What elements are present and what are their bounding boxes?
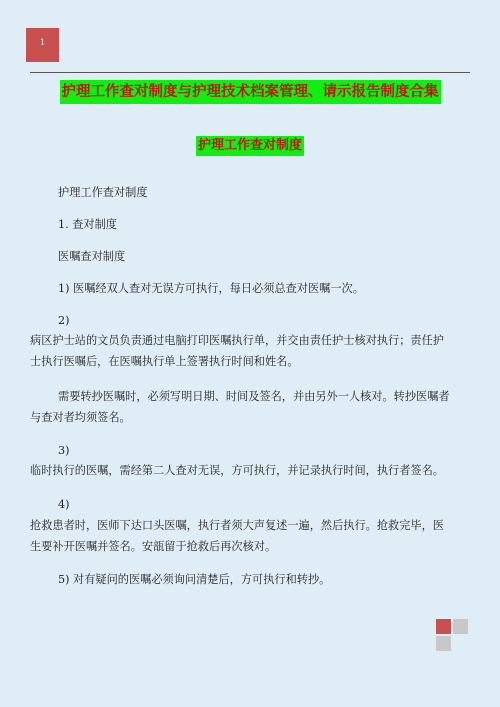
paragraph-rule-2-line-2: 士执行医嘱后，在医嘱执行单上签署执行时间和姓名。 bbox=[30, 355, 299, 368]
header-divider bbox=[30, 72, 470, 73]
corner-decoration-gray-square-bottom bbox=[436, 636, 451, 651]
paragraph-heading: 护理工作查对制度 bbox=[58, 186, 148, 199]
paragraph-rule-3-number: 3) bbox=[58, 444, 70, 457]
corner-decoration-red-square bbox=[436, 619, 451, 634]
paragraph-transcribe-line-1: 需要转抄医嘱时，必须写明日期、时间及签名，并由另外一人核对。转抄医嘱者 bbox=[58, 390, 450, 403]
paragraph-rule-4-line-2: 生要补开医嘱并签名。安瓿留于抢救后再次核对。 bbox=[30, 540, 277, 553]
paragraph-transcribe-line-2: 与查对者均须签名。 bbox=[30, 411, 131, 424]
section-title: 护理工作查对制度 bbox=[196, 136, 304, 156]
document-title: 护理工作查对制度与护理技术档案管理、请示报告制度合集 bbox=[60, 80, 441, 104]
paragraph-item-1: 1. 查对制度 bbox=[58, 218, 117, 231]
page-number: 1 bbox=[39, 38, 46, 47]
document-title-wrap bbox=[0, 80, 500, 104]
paragraph-subheading: 医嘱查对制度 bbox=[58, 250, 126, 263]
paragraph-rule-4-number: 4) bbox=[58, 498, 70, 511]
section-title-wrap bbox=[0, 134, 500, 156]
paragraph-rule-5: 5) 对有疑问的医嘱必须询问清楚后，方可执行和转抄。 bbox=[58, 573, 331, 586]
corner-decoration-gray-square-top bbox=[453, 619, 468, 634]
paragraph-rule-2-line-1: 病区护士站的文员负责通过电脑打印医嘱执行单，并交由责任护士核对执行；责任护 bbox=[30, 334, 444, 347]
paragraph-rule-2-number: 2) bbox=[58, 314, 70, 327]
page-number-badge bbox=[26, 28, 59, 62]
paragraph-rule-3-line-1: 临时执行的医嘱，需经第二人查对无误，方可执行，并记录执行时间，执行者签名。 bbox=[30, 464, 444, 477]
paragraph-rule-1: 1) 医嘱经双人查对无误方可执行，每日必须总查对医嘱一次。 bbox=[58, 282, 364, 295]
paragraph-rule-4-line-1: 抢救患者时，医师下达口头医嘱，执行者须大声复述一遍，然后执行。抢救完毕，医 bbox=[30, 519, 444, 532]
